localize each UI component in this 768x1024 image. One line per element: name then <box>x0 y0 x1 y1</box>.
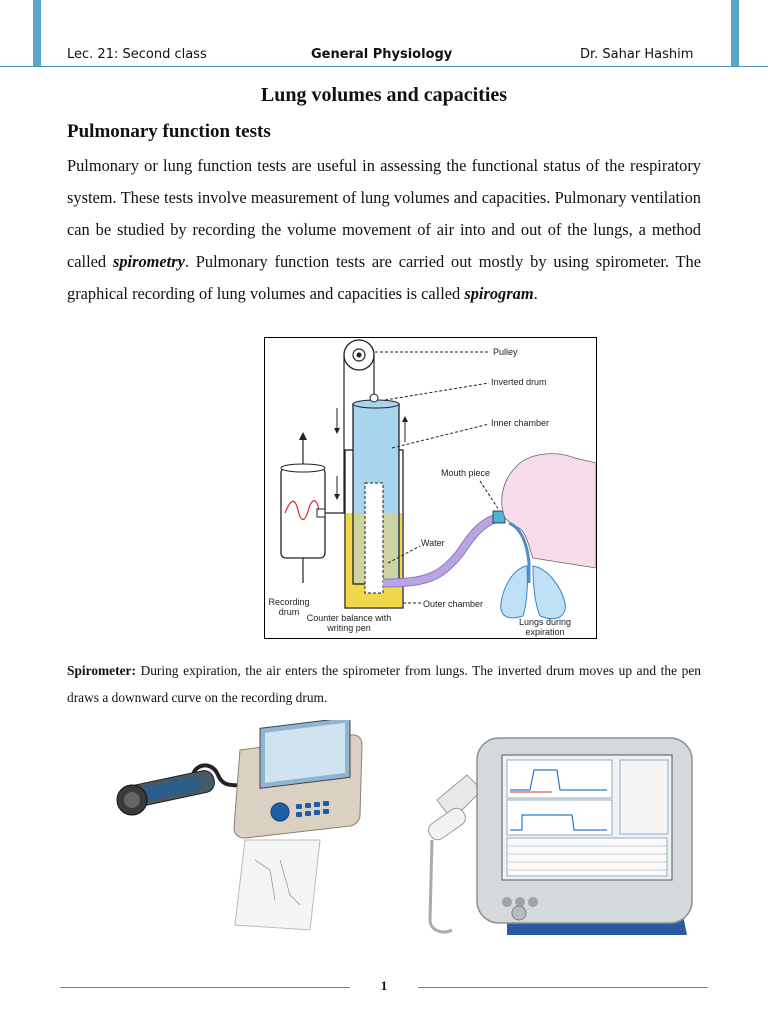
spirometer-caption <box>67 657 701 711</box>
paragraph-text-2: . Pulmonary function tests are carried out mostly by using spirometer. The graphical recording of lung volumes and capacities is called <box>67 252 701 303</box>
lung-right <box>533 566 565 619</box>
term-spirogram: spirogram <box>464 284 534 303</box>
paragraph-text-1: Pulmonary or lung function tests are useful in assessing the functional status of the respiratory system. These tests involve measurement of lung volumes and capacities. Pulmonary ventilation can be studied by recording the volume movement of air into and out of the lungs, a method called <box>67 156 701 271</box>
section-heading: Pulmonary function tests <box>67 121 271 142</box>
label-lungs: Lungs during expiration <box>518 617 572 637</box>
label-counter-balance: Counter balance with writing pen <box>306 613 392 633</box>
term-spirometry: spirometry <box>112 252 185 271</box>
handheld-spirometer-photo <box>100 720 370 935</box>
caption-text: During expiration, the air enters the spirometer from lungs. The inverted drum moves up and the pen draws a downward curve on the recording drum. <box>67 663 701 705</box>
label-water: Water <box>421 538 445 548</box>
intro-paragraph <box>67 150 701 310</box>
face-outline <box>502 454 596 568</box>
page-title: Lung volumes and capacities <box>260 84 508 106</box>
paragraph-text-3: . <box>533 284 538 303</box>
header-lecture: Lec. 21: Second class <box>67 47 207 62</box>
label-inverted-drum: Inverted drum <box>491 377 547 387</box>
label-recording-drum: Recording drum <box>268 597 310 617</box>
footer-rule-right <box>418 987 708 988</box>
header-rule <box>0 66 768 67</box>
page-number: 1 <box>380 978 388 993</box>
label-inner-chamber: Inner chamber <box>491 418 550 428</box>
header-course: General Physiology <box>311 47 453 62</box>
spirometer-diagram <box>264 337 597 639</box>
lung-left <box>501 566 528 618</box>
header-accent-bar-right <box>731 0 739 66</box>
header-accent-bar-left <box>33 0 41 66</box>
caption-label: Spirometer: <box>67 663 136 678</box>
label-mouth-piece: Mouth piece <box>441 468 491 478</box>
label-outer-chamber: Outer chamber <box>423 599 484 609</box>
label-pulley: Pulley <box>493 347 518 357</box>
header-author: Dr. Sahar Hashim <box>580 47 694 62</box>
desktop-spirometer-photo <box>412 730 697 935</box>
